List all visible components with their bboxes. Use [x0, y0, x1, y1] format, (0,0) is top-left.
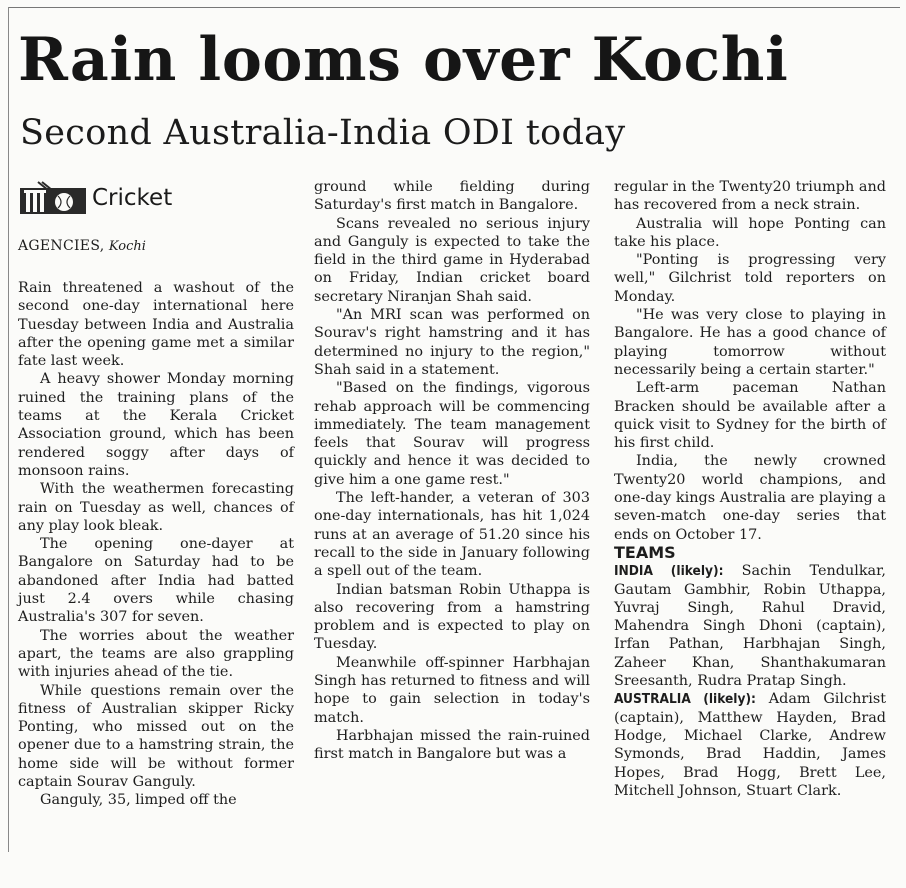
- paragraph: ground while fielding during Saturday's first match in Bangalore.: [314, 179, 590, 214]
- paragraph: "Based on the findings, vigorous rehab approach will be commencing immediately. The team management feels that Sourav will progress quickly and hence it was decided to give him a one game rest.": [314, 380, 590, 488]
- byline: [18, 238, 146, 254]
- paragraph: While questions remain over the fitness of Australian skipper Ricky Ponting, who missed out on the opener due to a hamstring strain, the home side will be without former captain Sourav Ganguly.: [18, 682, 294, 791]
- article-column-3: [614, 178, 886, 800]
- section-tag: [18, 180, 172, 216]
- paragraph: Australia will hope Ponting can take his place.: [614, 215, 886, 250]
- teams-heading: TEAMS: [614, 542, 676, 562]
- paragraph: The left-hander, a veteran of 303 one-day internationals, has hit 1,024 runs at an average of 51.20 since his recall to the side in January following a spell out of the team.: [314, 490, 590, 580]
- article-column-1: [18, 279, 294, 810]
- headline: Rain looms over Kochi: [18, 25, 789, 95]
- australia-squad-label: AUSTRALIA (likely):: [614, 691, 756, 708]
- paragraph: Rain threatened a washout of the second one-day international here Tuesday between India and Australia after the opening game met a similar fate last week.: [18, 280, 294, 370]
- paragraph: The worries about the weather apart, the teams are also grappling with injuries ahead of the tie.: [18, 627, 294, 681]
- paragraph: Harbhajan missed the rain-ruined first match in Bangalore but was a: [314, 727, 590, 763]
- top-rule: [8, 7, 900, 8]
- byline-place: Kochi: [108, 239, 146, 254]
- paragraph: regular in the Twenty20 triumph and has recovered from a neck strain.: [614, 179, 886, 214]
- paragraph: Ganguly, 35, limped off the: [40, 792, 237, 809]
- byline-agency: AGENCIES,: [18, 238, 105, 254]
- paragraph: The opening one-dayer at Bangalore on Saturday had to be abandoned after India had batted just 2.4 overs while chasing Australia's 307 for seven.: [18, 536, 294, 626]
- australia-squad: [614, 690, 886, 800]
- section-label: Cricket: [92, 185, 173, 211]
- paragraph: "Ponting is progressing very well," Gilchrist told reporters on Monday.: [614, 252, 886, 305]
- paragraph: Meanwhile off-spinner Harbhajan Singh has returned to fitness and will hope to gain selection in today's match.: [314, 654, 590, 726]
- left-rule: [8, 7, 9, 852]
- india-squad-players: Sachin Tendulkar, Gautam Gambhir, Robin Uthappa, Yuvraj Singh, Rahul Dravid, Mahendra Singh Dhoni (captain), Irfan Pathan, Harbhajan Singh, Zaheer Khan, Shanthakumaran Sreesanth, Rudra Pratap Singh.: [614, 563, 887, 690]
- article-column-2: [314, 178, 590, 764]
- paragraph: Scans revealed no serious injury and Ganguly is expected to take the field in the third game in Hyderabad on Friday, Indian cricket board secretary Niranjan Shah said.: [314, 215, 590, 305]
- paragraph: "He was very close to playing in Bangalore. He has a good chance of playing tomorrow without necessarily being a certain starter.": [614, 307, 886, 378]
- paragraph: "An MRI scan was performed on Sourav's right hamstring and it has determined no injury to the region," Shah said in a statement.: [314, 307, 590, 378]
- australia-squad-players: Adam Gilchrist (captain), Matthew Hayden, Brad Hodge, Michael Clarke, Andrew Symonds, Brad Haddin, James Hopes, Brad Hogg, Brett Lee, Mitchell Johnson, Stuart Clark.: [614, 691, 886, 799]
- cricket-bat-ball-icon: [18, 180, 88, 216]
- india-squad: [614, 562, 886, 690]
- paragraph: Indian batsman Robin Uthappa is also recovering from a hamstring problem and is expected to play on Tuesday.: [314, 581, 590, 653]
- paragraph: With the weathermen forecasting rain on Tuesday as well, chances of any play look bleak.: [18, 481, 294, 534]
- paragraph: A heavy shower Monday morning ruined the training plans of the teams at the Kerala Cricket Association ground, which has been rendered soggy after days of monsoon rains.: [18, 371, 294, 479]
- paragraph: Left-arm paceman Nathan Bracken should be available after a quick visit to Sydney for the birth of his first child.: [614, 380, 886, 452]
- paragraph: India, the newly crowned Twenty20 world champions, and one-day kings Australia are playing a seven-match one-day series that ends on October 17.: [614, 453, 886, 543]
- india-squad-label: INDIA (likely):: [614, 563, 724, 580]
- subheadline: Second Australia-India ODI today: [20, 113, 626, 153]
